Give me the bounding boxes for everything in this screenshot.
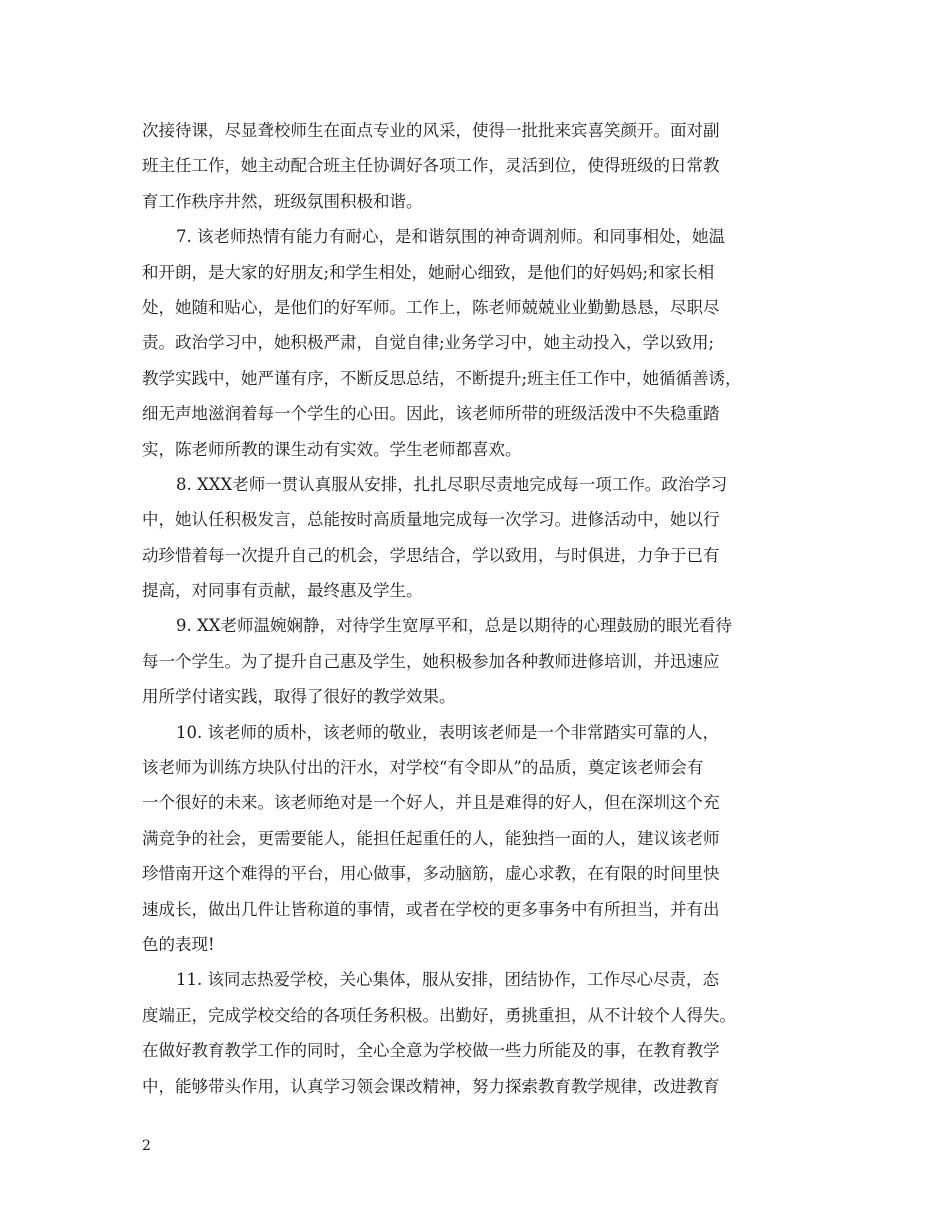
text-line: 次接待课，尽显聋校师生在面点专业的风采，使得一批批来宾喜笑颜开。面对副 <box>142 121 720 140</box>
text-line: 细无声地滋润着每一个学生的心田。因此，该老师所带的班级活泼中不失稳重踏 <box>142 404 720 424</box>
text-line: 色的表现! <box>142 934 215 954</box>
text-line: 教学实践中，她严谨有序，不断反思总结，不断提升;班主任工作中，她循循善诱， <box>142 368 742 388</box>
text-line: 用所学付诸实践，取得了很好的教学效果。 <box>142 687 456 707</box>
text-line: 责。政治学习中，她积极严肃，自觉自律;业务学习中，她主动投入，学以致用; <box>142 333 715 353</box>
text-line: 一个很好的未来。该老师绝对是一个好人，并且是难得的好人，但在深圳这个充 <box>142 793 720 813</box>
text-line: 处，她随和贴心，是他们的好军师。工作上，陈老师兢兢业业勤勤恳恳，尽职尽 <box>142 297 720 317</box>
text-line: 珍惜南开这个难得的平台，用心做事，多动脑筋，虚心求教，在有限的时间里快 <box>142 864 720 884</box>
text-line: 满竞争的社会，更需要能人，能担任起重任的人，能独挡一面的人，建议该老师 <box>142 828 720 848</box>
text-line: 每一个学生。为了提升自己惠及学生，她积极参加各种教师进修培训，并迅速应 <box>142 651 720 671</box>
text-line: 动珍惜着每一次提升自己的机会，学思结合，学以致用，与时俱进，力争于已有 <box>142 545 720 565</box>
text-line: 实，陈老师所教的课生动有实效。学生老师都喜欢。 <box>142 439 522 459</box>
text-line: 班主任工作，她主动配合班主任协调好各项工作，灵活到位，使得班级的日常教 <box>142 156 720 176</box>
text-line: 度端正，完成学校交给的各项任务积极。出勤好，勇挑重担，从不计较个人得失。 <box>142 1005 736 1025</box>
page-number: 2 <box>142 1138 151 1154</box>
document-body <box>142 113 810 1104</box>
text-line: 和开朗，是大家的好朋友;和学生相处，她耐心细致，是他们的好妈妈;和家长相 <box>142 262 715 282</box>
text-line: 中，她认任积极发言，总能按时高质量地完成每一次学习。进修活动中，她以行 <box>142 510 720 530</box>
text-line: 提高，对同事有贡献，最终惠及学生。 <box>142 581 423 601</box>
text-line: 9. XX老师温婉娴静，对待学生宽厚平和，总是以期待的心理鼓励的眼光看待 <box>176 616 732 636</box>
text-line: 10. 该老师的质朴，该老师的敬业，表明该老师是一个非常踏实可靠的人， <box>176 722 719 742</box>
text-line: 该老师为训练方块队付出的汗水，对学校“有令即从”的品质，奠定该老师会有 <box>142 758 704 778</box>
text-line: 速成长，做出几件让皆称道的事情，或者在学校的更多事务中有所担当，并有出 <box>142 899 720 919</box>
text-line: 11. 该同志热爱学校，关心集体，服从安排，团结协作，工作尽心尽责，态 <box>176 970 719 990</box>
text-line: 育工作秩序井然，班级氛围积极和谐。 <box>142 191 423 211</box>
text-line: 7. 该老师热情有能力有耐心，是和谐氛围的神奇调剂师。和同事相处，她温 <box>176 227 725 247</box>
text-line: 中，能够带头作用，认真学习领会课改精神，努力探索教育教学规律，改进教育 <box>142 1076 720 1096</box>
text-line: 8. XXX老师一贯认真服从安排，扎扎尽职尽责地完成每一项工作。政治学习 <box>176 474 728 494</box>
text-line: 在做好教育教学工作的同时，全心全意为学校做一些力所能及的事，在教育教学 <box>142 1041 720 1061</box>
